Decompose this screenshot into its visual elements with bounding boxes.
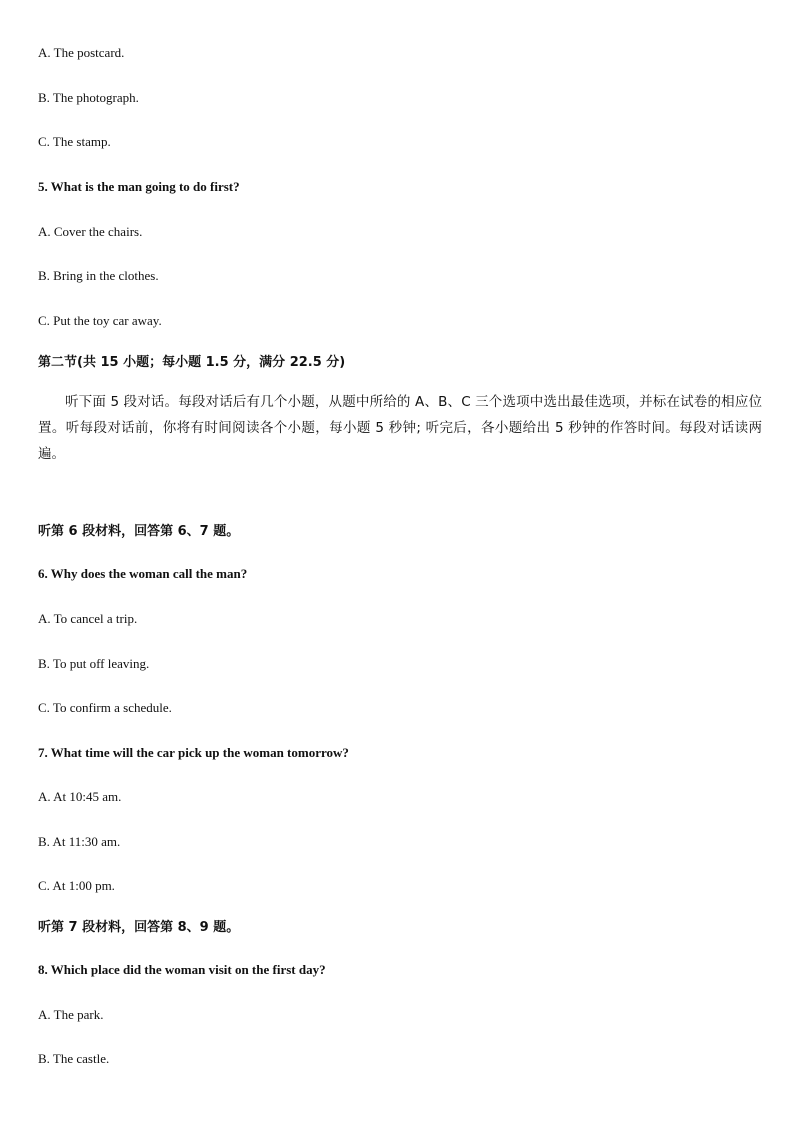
material-7-heading: 听第 7 段材料，回答第 8、9 题。 xyxy=(38,920,240,935)
q6-option-b: B. To put off leaving. xyxy=(38,656,150,671)
q5-option-c: C. Put the toy car away. xyxy=(38,313,162,328)
q8-option-a: A. The park. xyxy=(38,1007,104,1022)
q5-option-a: A. Cover the chairs. xyxy=(38,224,143,239)
q7-option-b: B. At 11:30 am. xyxy=(38,834,121,849)
section-instructions: 听下面 5 段对话。每段对话后有几个小题，从题中所给的 A、B、C 三个选项中选出最佳选项，并标在试卷的相应位置。听每段对话前，你将有时间阅读各个小题，每小题 5 秒钟; 听完后，各小题给出 5 秒钟的作答时间。每段对话读两遍。 xyxy=(38,394,762,462)
question-8: 8. Which place did the woman visit on the first day? xyxy=(38,962,326,977)
question-7: 7. What time will the car pick up the woman tomorrow? xyxy=(38,745,349,760)
q4-option-b: B. The photograph. xyxy=(38,90,139,105)
question-6: 6. Why does the woman call the man? xyxy=(38,566,248,581)
q4-option-a: A. The postcard. xyxy=(38,45,125,60)
q7-option-a: A. At 10:45 am. xyxy=(38,789,122,804)
q4-option-c: C. The stamp. xyxy=(38,134,111,149)
q8-option-b: B. The castle. xyxy=(38,1051,110,1066)
section-heading: 第二节(共 15 小题；每小题 1.5 分，满分 22.5 分) xyxy=(38,355,346,370)
material-6-heading: 听第 6 段材料，回答第 6、7 题。 xyxy=(38,524,240,539)
q5-option-b: B. Bring in the clothes. xyxy=(38,268,159,283)
question-5: 5. What is the man going to do first? xyxy=(38,179,240,194)
q6-option-a: A. To cancel a trip. xyxy=(38,611,138,626)
q6-option-c: C. To confirm a schedule. xyxy=(38,700,172,715)
q7-option-c: C. At 1:00 pm. xyxy=(38,878,115,893)
